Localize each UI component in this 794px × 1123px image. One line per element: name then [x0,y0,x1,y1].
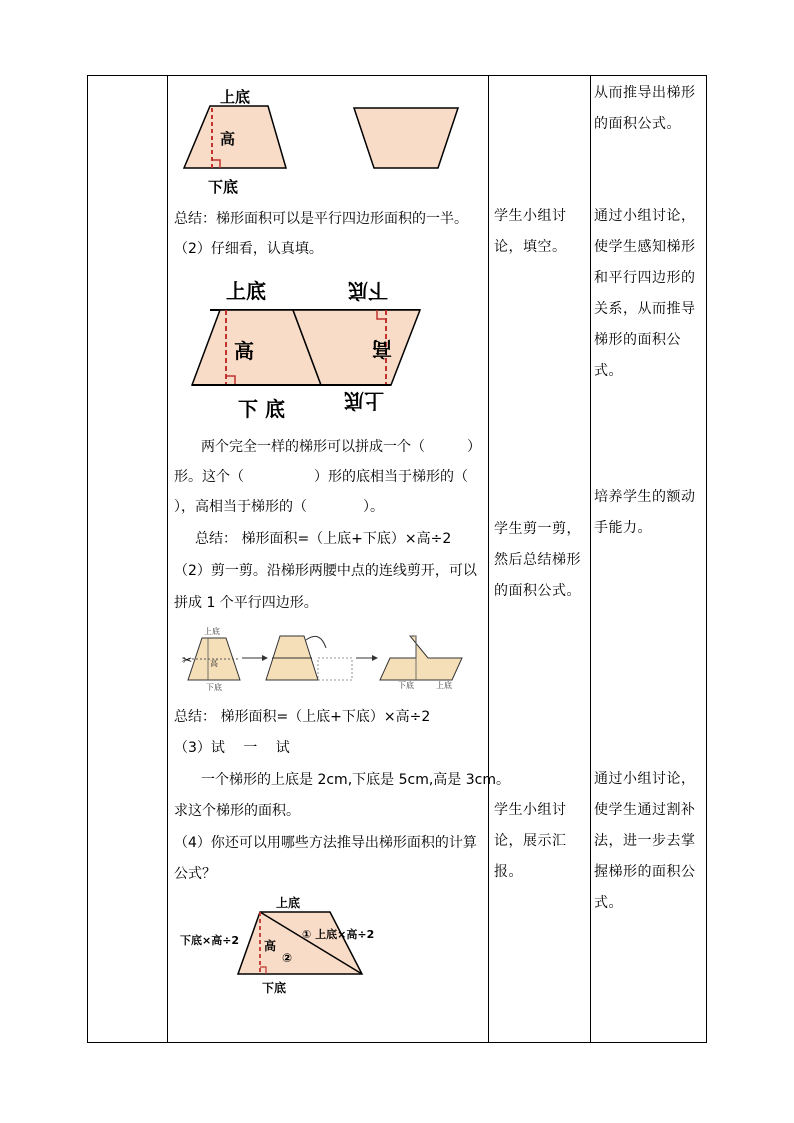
step-4-line-1: （4）你还可以用哪些方法推导出梯形面积的计算 [174,835,477,851]
problem-line-1: 一个梯形的上底是 2cm,下底是 5cm,高是 3cm。 [201,772,510,788]
student-activity-2: 学生剪一剪，然后总结梯形的面积公式。 [494,521,581,599]
fig1-top-base-label: 上底 [220,88,251,106]
fig3-bottom-label: 下底 [206,683,222,692]
fig2-flipped-top-label: 上底 [344,389,384,413]
cut-rearrange-figure [180,622,470,694]
summary-1: 总结：梯形面积可以是平行四边形面积的一半。 [174,211,468,227]
fill-line-2: 形。这个（ ）形的底相当于梯形的（ [174,469,468,485]
fig3-parallelogram [380,636,462,680]
fig4-top-label: 上底 [276,896,301,910]
fig2-top-base-label: 上底 [226,279,266,303]
parallelogram-figure [188,270,438,430]
fig4-left-label: 下底×高÷2 [180,934,240,947]
problem-line-2: 求这个梯形的面积。 [174,803,300,819]
fig3-height-label: 高 [210,659,218,668]
fig3-rotate-arrow [306,636,326,648]
fig4-right-label: ① 上底×高÷2 [302,928,375,941]
summary-2: 总结： 梯形面积=（上底+下底）×高÷2 [195,531,452,547]
fig2-height-label: 高 [234,339,254,363]
fig1-height-label: 高 [220,130,236,148]
scissors-icon: ✂ [182,653,193,667]
fig3-bottom-label-2: 下底 [398,681,414,690]
student-activity-3: 学生小组讨论，展示汇报。 [494,802,567,880]
fig4-bottom-label: 下底 [262,981,287,995]
purpose-4: 通过小组讨论，使学生通过割补法，进一步去掌握梯形的面积公式。 [594,771,696,911]
purpose-1: 从而推导出梯形的面积公式。 [594,85,696,132]
fig3-top-label-2: 上底 [436,681,452,690]
student-activity-1: 学生小组讨论，填空。 [494,208,567,255]
fig3-ghost-piece [318,658,352,680]
arrow-right-icon-2 [372,655,378,661]
fill-line-1: 两个完全一样的梯形可以拼成一个（ ） [201,439,481,455]
summary-3: 总结： 梯形面积=（上底+下底）×高÷2 [174,709,431,725]
arrow-right-icon [262,655,268,661]
fig1-bottom-base-label: 下底 [208,178,239,196]
step-3-title: （3）试 一 试 [174,740,290,756]
purpose-3: 培养学生的额动手能力。 [594,489,696,536]
trapezoid-figure-1 [176,82,476,198]
step-cut-line-2: 拼成 1 个平行四边形。 [174,595,318,611]
step-2-title: （2）仔细看，认真填。 [174,241,323,257]
column-divider-1 [167,76,168,1042]
fig4-circle-2: ② [282,951,293,965]
column-divider-2 [488,76,489,1042]
step-4-line-2: 公式？ [174,866,216,882]
fill-line-3: ），高相当于梯形的（ ）。 [174,499,384,515]
diagonal-split-figure [178,892,398,1004]
fig4-trapezoid [238,912,362,974]
fig2-bottom-base-label: 下 底 [238,397,285,421]
fig1-inverted-trapezoid [354,108,458,168]
fig4-height-label: 高 [264,939,277,953]
fig2-flipped-bottom-label: 下底 [348,279,388,303]
step-cut-line-1: （2）剪一剪。沿梯形两腰中点的连线剪开，可以 [174,563,477,579]
purpose-2: 通过小组讨论，使学生感知梯形和平行四边形的关系，从而推导梯形的面积公式。 [594,208,696,379]
fig3-top-label: 上底 [204,627,220,636]
fig2-flipped-height-label: 高 [372,337,392,361]
